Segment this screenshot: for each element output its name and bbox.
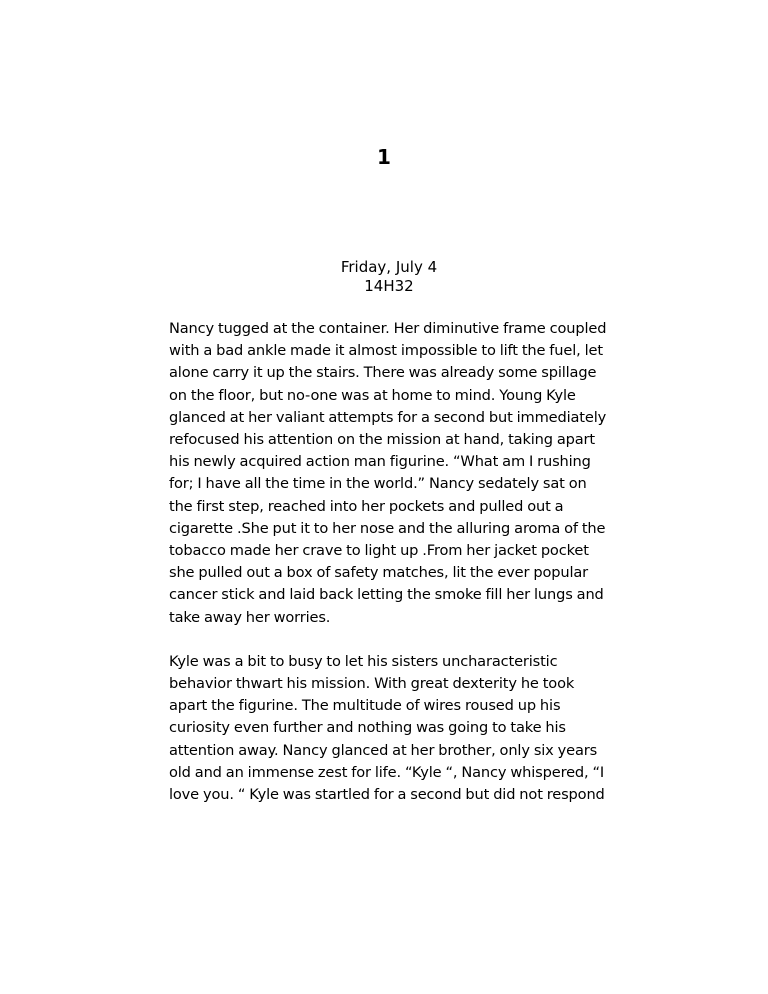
dateline-date: Friday, July 4 xyxy=(340,258,438,276)
dateline-time: 14H32 xyxy=(364,277,414,295)
chapter-body xyxy=(169,318,614,806)
paragraph-2: Kyle was a bit to busy to let his sisters uncharacteristic behavior thwart his mission. With great dexterity he took apart the figurine. The multitude of wires roused up his curiosity even further and nothing was going to take his attention away. Nancy glanced at her brother, only six years old and an immense zest for life. “Kyle “, Nancy whispered, “I love you. “ Kyle was startled for a second but did not respond xyxy=(169,652,605,804)
paragraph-1: Nancy tugged at the container. Her diminutive frame coupled with a bad ankle made it almost impossible to lift the fuel, let alone carry it up the stairs. There was already some spillage on the floor, but no-one was at home to mind. Young Kyle glanced at her valiant attempts for a second but immediately refocused his attention on the mission at hand, taking apart his newly acquired action man figurine. “What am I rushing for; I have all the time in the world.” Nancy sedately sat on the first step, reached into her pockets and pulled out a cigarette .She put it to her nose and the alluring aroma of the tobacco made her crave to light up .From her jacket pocket she pulled out a box of safety matches, lit the ever popular cancer stick and laid back letting the smoke fill her lungs and take away her worries. xyxy=(169,320,607,626)
dateline xyxy=(0,258,768,296)
chapter-number: 1 xyxy=(377,145,391,169)
